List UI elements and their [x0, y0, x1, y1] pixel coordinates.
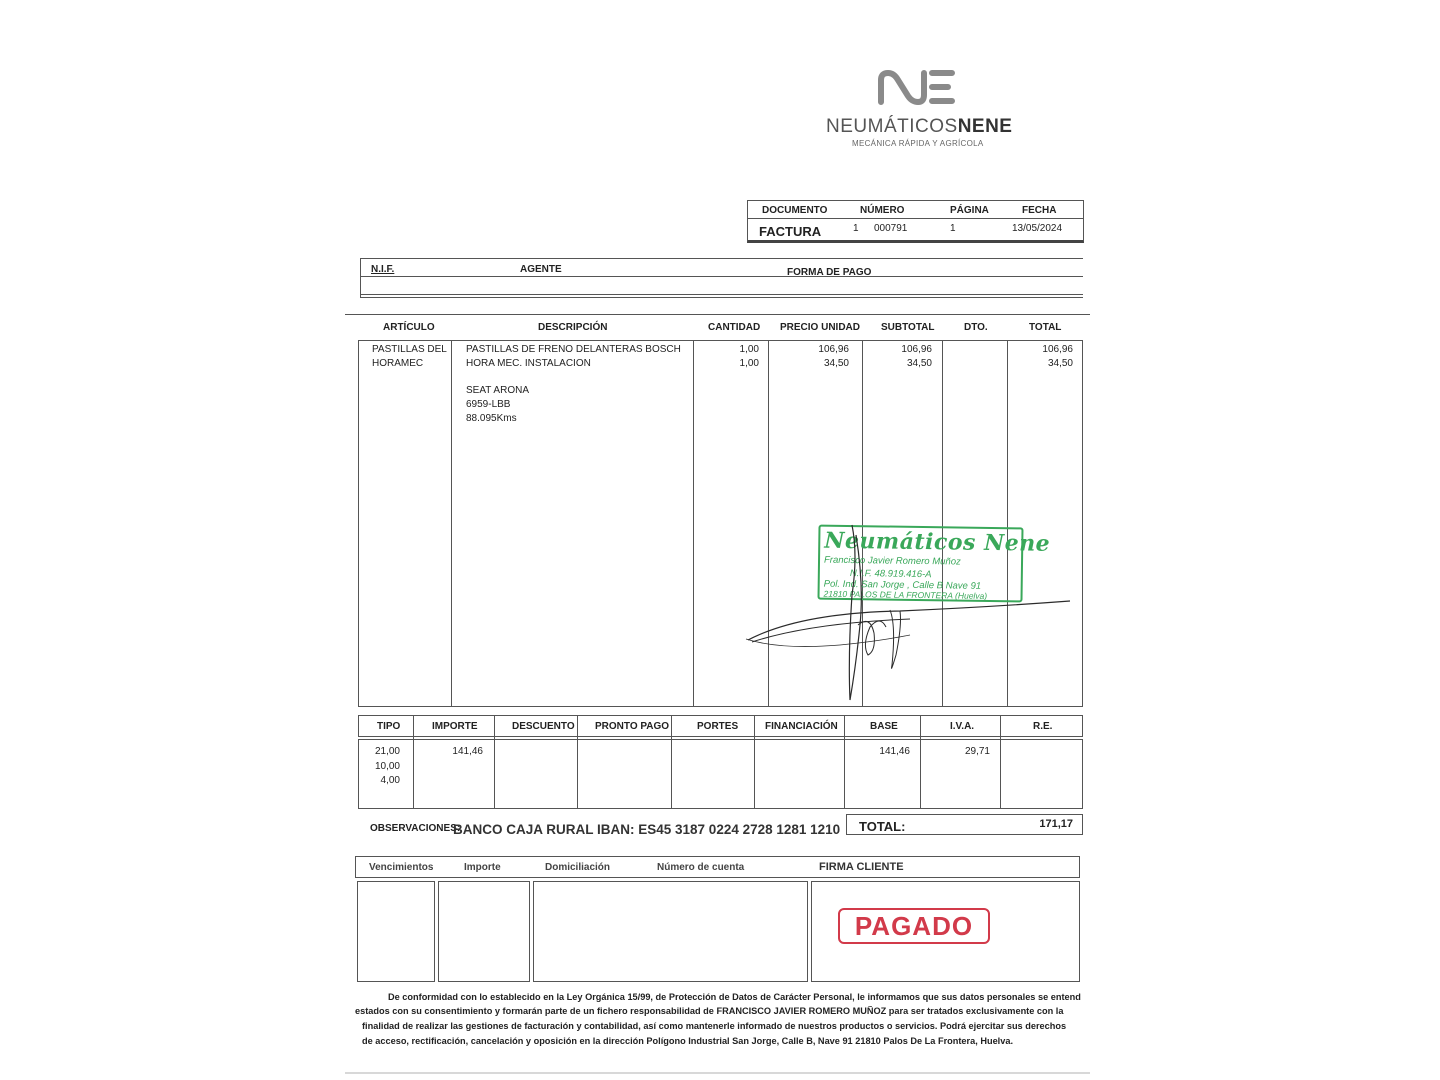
observaciones-text: BANCO CAJA RURAL IBAN: ES45 3187 0224 2728 1281 1210 [453, 822, 841, 837]
item-precio: 106,96 [818, 344, 849, 355]
client-header-box [360, 258, 1083, 298]
tax-col-iva: I.V.A. [950, 721, 975, 732]
paid-stamp: PAGADO [838, 908, 990, 944]
tax-importe: 141,46 [452, 746, 483, 757]
stamp-line: Pol. Ind. San Jorge , Calle B Nave 91 [823, 578, 982, 592]
divider [345, 314, 1090, 315]
tax-col-financiacion: FINANCIACIÓN [765, 721, 838, 732]
item-cantidad: 1,00 [739, 358, 759, 369]
item-precio: 34,50 [823, 358, 849, 369]
divider [360, 276, 1083, 277]
legal-line: estados con su consentimiento y formarán parte de un fichero responsabilidad de FRANCISCO JAVIER ROMERO MUÑOZ para ser tratados exclusivamente con la [355, 1006, 1064, 1016]
item-subtotal: 34,50 [906, 358, 932, 369]
legal-line: de acceso, rectificación, cancelación y oposición en la dirección Polígono Industrial San Jorge, Calle B, Nave 91 21810 Palos De La Frontera, Huelva. [362, 1036, 1014, 1046]
divider [844, 715, 845, 809]
divider [671, 715, 672, 809]
tax-col-importe: IMPORTE [432, 721, 478, 732]
tax-col-descuento: DESCUENTO [512, 721, 575, 732]
vehicle-plate: 6959-LBB [466, 399, 511, 410]
divider [1000, 715, 1001, 809]
document-type: FACTURA [759, 224, 822, 239]
divider [577, 715, 578, 809]
signature-icon [740, 515, 1080, 705]
col-cantidad: CANTIDAD [708, 322, 761, 333]
label-forma-pago: FORMA DE PAGO [787, 267, 872, 278]
pay-col-numero-cuenta: Número de cuenta [657, 862, 745, 873]
label-fecha: FECHA [1022, 205, 1057, 216]
company-logo [876, 68, 956, 108]
total-label: TOTAL: [859, 819, 906, 834]
firma-cliente-label: FIRMA CLIENTE [819, 861, 904, 873]
label-agente: AGENTE [520, 264, 562, 275]
label-documento: DOCUMENTO [762, 205, 828, 216]
pay-col-domiciliacion: Domiciliación [545, 862, 611, 873]
stamp-line: 21810 PALOS DE LA FRONTERA (Huelva) [823, 588, 988, 601]
legal-line: finalidad de realizar las gestiones de facturación y contabilidad, así como mantenerle informado de nuestros productos o servicios. Podrá ejercitar sus derechos [362, 1021, 1067, 1031]
col-precio-unidad: PRECIO UNIDAD [780, 322, 861, 333]
tax-col-tipo: TIPO [377, 721, 401, 732]
pay-col-vencimientos: Vencimientos [369, 862, 434, 873]
divider [920, 715, 921, 809]
divider [754, 715, 755, 809]
tax-col-base: BASE [870, 721, 898, 732]
label-numero: NÚMERO [860, 205, 905, 216]
company-name-light: NEUMÁTICOS [826, 116, 958, 137]
tax-tipo: 21,00 [374, 746, 400, 757]
divider [693, 340, 694, 707]
divider [747, 218, 1084, 219]
observaciones-label: OBSERVACIONES: [370, 823, 461, 834]
company-name [826, 116, 1012, 138]
item-total: 34,50 [1047, 358, 1073, 369]
item-cantidad: 1,00 [739, 344, 759, 355]
item-descripcion: PASTILLAS DE FRENO DELANTERAS BOSCH [466, 344, 681, 355]
tax-iva: 29,71 [964, 746, 990, 757]
document-date: 13/05/2024 [1012, 223, 1063, 234]
col-articulo: ARTÍCULO [383, 322, 435, 333]
item-total: 106,96 [1042, 344, 1073, 355]
vehicle-model: SEAT ARONA [466, 385, 529, 396]
tax-col-re: R.E. [1033, 721, 1053, 732]
logo-mark-icon [876, 68, 956, 108]
col-subtotal: SUBTOTAL [881, 322, 935, 333]
col-dto: DTO. [964, 322, 988, 333]
label-pagina: PÁGINA [950, 205, 989, 216]
tax-tipo: 4,00 [380, 775, 400, 786]
document-serie: 1 [853, 223, 859, 234]
stamp-line: N.I.F. 48.919.416-A [849, 568, 932, 581]
divider [451, 340, 452, 707]
tax-tipo: 10,00 [374, 761, 400, 772]
tax-base: 141,46 [879, 746, 910, 757]
item-articulo: HORAMEC [372, 358, 424, 369]
tax-col-portes: PORTES [697, 721, 739, 732]
legal-line: De conformidad con lo establecido en la Ley Orgánica 15/99, de Protección de Datos de Carácter Personal, le informamos que sus datos personales se entend [388, 992, 1081, 1002]
pay-cell-vencimientos [357, 881, 435, 982]
document-number: 000791 [874, 223, 908, 234]
label-nif: N.I.F. [371, 264, 395, 275]
pay-cell-domiciliacion [533, 881, 808, 982]
total-value: 171,17 [1039, 818, 1073, 830]
company-subtitle: MECÁNICA RÁPIDA Y AGRÍCOLA [852, 139, 984, 148]
col-descripcion: DESCRIPCIÓN [538, 322, 608, 333]
item-descripcion: HORA MEC. INSTALACION [466, 358, 591, 369]
document-page: 1 [950, 223, 956, 234]
divider [413, 715, 414, 809]
company-name-bold: NENE [957, 116, 1013, 137]
pay-col-importe: Importe [464, 862, 501, 873]
tax-col-pronto-pago: PRONTO PAGO [595, 721, 670, 732]
item-articulo: PASTILLAS DEL [372, 344, 447, 355]
col-total: TOTAL [1029, 322, 1062, 333]
pay-cell-importe [438, 881, 530, 982]
stamp-line: Francisco Javier Romero Muñoz [823, 554, 961, 568]
vehicle-mileage: 88.095Kms [466, 413, 517, 424]
divider [360, 294, 1083, 295]
divider [494, 715, 495, 809]
stamp-title: Neumáticos Nene [824, 527, 1051, 557]
item-subtotal: 106,96 [901, 344, 932, 355]
